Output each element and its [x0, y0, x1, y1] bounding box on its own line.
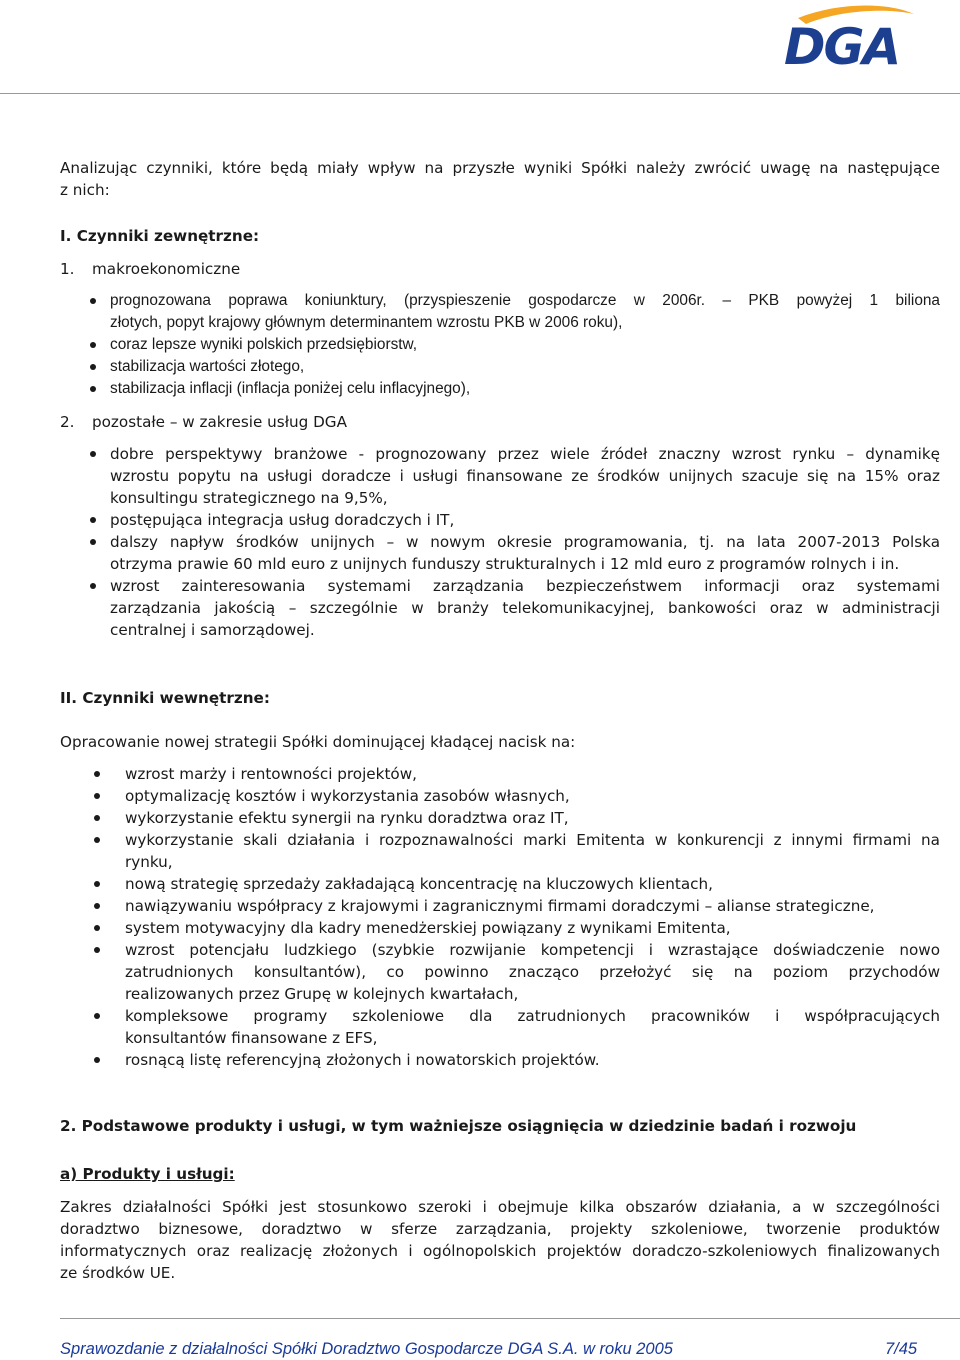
sub2-number: 2.	[60, 413, 75, 431]
bullet-icon	[94, 1013, 100, 1019]
internal-factor-item	[90, 829, 940, 873]
products-paragraph-line: ze środków UE.	[60, 1264, 176, 1282]
section-title-internal: II. Czynniki wewnętrzne:	[60, 689, 270, 707]
section-title-products: 2. Podstawowe produkty i usługi, w tym ważniejsze osiągnięcia w dziedzinie badań i rozwoju	[60, 1117, 857, 1135]
subsection-title-products: a) Produkty i usługi:	[60, 1165, 235, 1183]
bullet-icon	[94, 815, 100, 821]
macro-factor-item	[90, 356, 940, 378]
internal-factor-item-line: wykorzystanie skali działania i rozpoznawalności marki Emitenta w konkurencji z innymi firmami na	[125, 831, 940, 849]
intro-line-1: Analizując czynniki, które będą miały wpływ na przyszłe wyniki Spółki należy zwrócić uwagę na następujące	[60, 159, 940, 177]
bullet-icon	[94, 947, 100, 953]
strategy-lead: Opracowanie nowej strategii Spółki dominującej kładącej nacisk na:	[60, 733, 576, 751]
internal-factor-item-line: wzrost marży i rentowności projektów,	[125, 765, 417, 783]
bullet-icon	[90, 451, 96, 457]
bullet-icon	[90, 539, 96, 545]
internal-factor-item-line: optymalizację kosztów i wykorzystania zasobów własnych,	[125, 787, 570, 805]
macro-factor-item-line: prognozowana poprawa koniunktury, (przyspieszenie gospodarcze w 2006r. – PKB powyżej 1 biliona	[110, 292, 940, 309]
sub2-label: pozostałe – w zakresie usług DGA	[92, 413, 347, 431]
internal-factor-item	[90, 1049, 940, 1071]
footer-report-title: Sprawozdanie z działalności Spółki Doradztwo Gospodarcze DGA S.A. w roku 2005	[60, 1340, 673, 1358]
macro-factor-item-line: stabilizacja wartości złotego,	[110, 358, 305, 375]
dga-factor-item	[90, 575, 940, 641]
footer-rule	[60, 1318, 960, 1319]
products-paragraph-line: Zakres działalności Spółki jest stosunkowo szeroki i obejmuje kilka obszarów działania, a w szczególności	[60, 1198, 940, 1216]
bullet-icon	[94, 1057, 100, 1063]
macro-factor-item-line: stabilizacja inflacji (inflacja poniżej celu inflacyjnego),	[110, 380, 471, 397]
bullet-icon	[90, 298, 96, 304]
products-paragraph-line: informatycznych oraz realizację złożonych i ogólnopolskich projektów doradczo-szkoleniowych finalizowanych	[60, 1242, 940, 1260]
dga-factor-item-line: zarządzania jakością – szczególnie w branży telekomunikacyjnej, bankowości oraz w administracji	[110, 599, 940, 617]
internal-factor-item	[90, 785, 940, 807]
internal-factor-item	[90, 939, 940, 1005]
sub1-label: makroekonomiczne	[92, 260, 241, 278]
internal-factor-item-line: kompleksowe programy szkoleniowe dla zatrudnionych pracowników i współpracujących	[125, 1007, 940, 1025]
bullet-icon	[94, 771, 100, 777]
internal-factor-item-line: zatrudnionych konsultantów), co powinno znacząco przełożyć się na poziom przychodów	[125, 963, 940, 981]
dga-factor-item-line: otrzyma prawie 60 mld euro z unijnych funduszy strukturalnych i 12 mld euro z programów rolnych i in.	[110, 555, 900, 573]
sub1-number: 1.	[60, 260, 75, 278]
bullet-icon	[94, 903, 100, 909]
internal-factor-item	[90, 895, 940, 917]
internal-factor-item	[90, 807, 940, 829]
macro-factor-item-line: coraz lepsze wyniki polskich przedsiębiorstw,	[110, 336, 418, 353]
internal-factor-item	[90, 917, 940, 939]
internal-factor-item-line: rynku,	[125, 853, 173, 871]
intro-line-2: z nich:	[60, 181, 110, 199]
dga-logo	[778, 4, 918, 72]
dga-factor-item-line: konsultingu strategicznego na 9,5%,	[110, 489, 388, 507]
macro-factor-item	[90, 290, 940, 334]
internal-factor-item-line: wykorzystanie efektu synergii na rynku doradztwa oraz IT,	[125, 809, 569, 827]
bullet-icon	[94, 881, 100, 887]
internal-factor-item	[90, 873, 940, 895]
bullet-icon	[90, 583, 96, 589]
logo-text: DGA	[784, 18, 900, 72]
dga-factor-item-line: postępująca integracja usług doradczych i IT,	[110, 511, 455, 529]
internal-factor-item-line: realizowanych przez Grupę w kolejnych kwartałach,	[125, 985, 519, 1003]
header-rule	[0, 93, 960, 94]
internal-factor-item	[90, 763, 940, 785]
dga-factor-item-line: dobre perspektywy branżowe - prognozowany przez wiele źródeł znaczny wzrost rynku – dynamikę	[110, 445, 940, 463]
dga-factor-item	[90, 509, 940, 531]
dga-factor-item	[90, 531, 940, 575]
internal-factor-item-line: wzrost potencjału ludzkiego (szybkie rozwijanie kompetencji i wzrastające doświadczenie nowo	[125, 941, 940, 959]
bullet-icon	[94, 837, 100, 843]
bullet-icon	[94, 925, 100, 931]
internal-factor-item-line: nową strategię sprzedaży zakładającą koncentrację na kluczowych klientach,	[125, 875, 713, 893]
bullet-icon	[94, 793, 100, 799]
dga-factor-item	[90, 443, 940, 509]
internal-factor-item-line: nawiązywaniu współpracy z krajowymi i zagranicznymi firmami doradczymi – alianse strategiczne,	[125, 897, 875, 915]
dga-factor-item-line: dalszy napływ środków unijnych – w nowym okresie programowania, tj. na lata 2007-2013 Polska	[110, 533, 940, 551]
dga-factor-item-line: wzrost zainteresowania systemami zarządzania bezpieczeństwem informacji oraz systemami	[110, 577, 940, 595]
macro-factor-item	[90, 334, 940, 356]
internal-factor-item-line: rosnącą listę referencyjną złożonych i nowatorskich projektów.	[125, 1051, 600, 1069]
bullet-icon	[90, 517, 96, 523]
macro-factor-item-line: złotych, popyt krajowy głównym determinantem wzrostu PKB w 2006 roku),	[110, 314, 623, 331]
bullet-icon	[90, 342, 96, 348]
internal-factor-item	[90, 1005, 940, 1049]
dga-factor-item-line: centralnej i samorządowej.	[110, 621, 315, 639]
bullet-icon	[90, 386, 96, 392]
internal-factor-item-line: system motywacyjny dla kadry menedżerskiej powiązany z wynikami Emitenta,	[125, 919, 731, 937]
products-paragraph-line: doradztwo biznesowe, doradztwo w sferze zarządzania, projekty szkoleniowe, tworzenie produktów	[60, 1220, 940, 1238]
macro-factor-item	[90, 378, 940, 400]
dga-factor-item-line: wzrostu popytu na usługi doradcze i usługi finansowane ze środków unijnych szacuje się na 15% oraz	[110, 467, 940, 485]
section-title-external: I. Czynniki zewnętrzne:	[60, 227, 260, 245]
internal-factor-item-line: konsultantów finansowane z EFS,	[125, 1029, 378, 1047]
bullet-icon	[90, 364, 96, 370]
page-number: 7/45	[885, 1340, 918, 1358]
